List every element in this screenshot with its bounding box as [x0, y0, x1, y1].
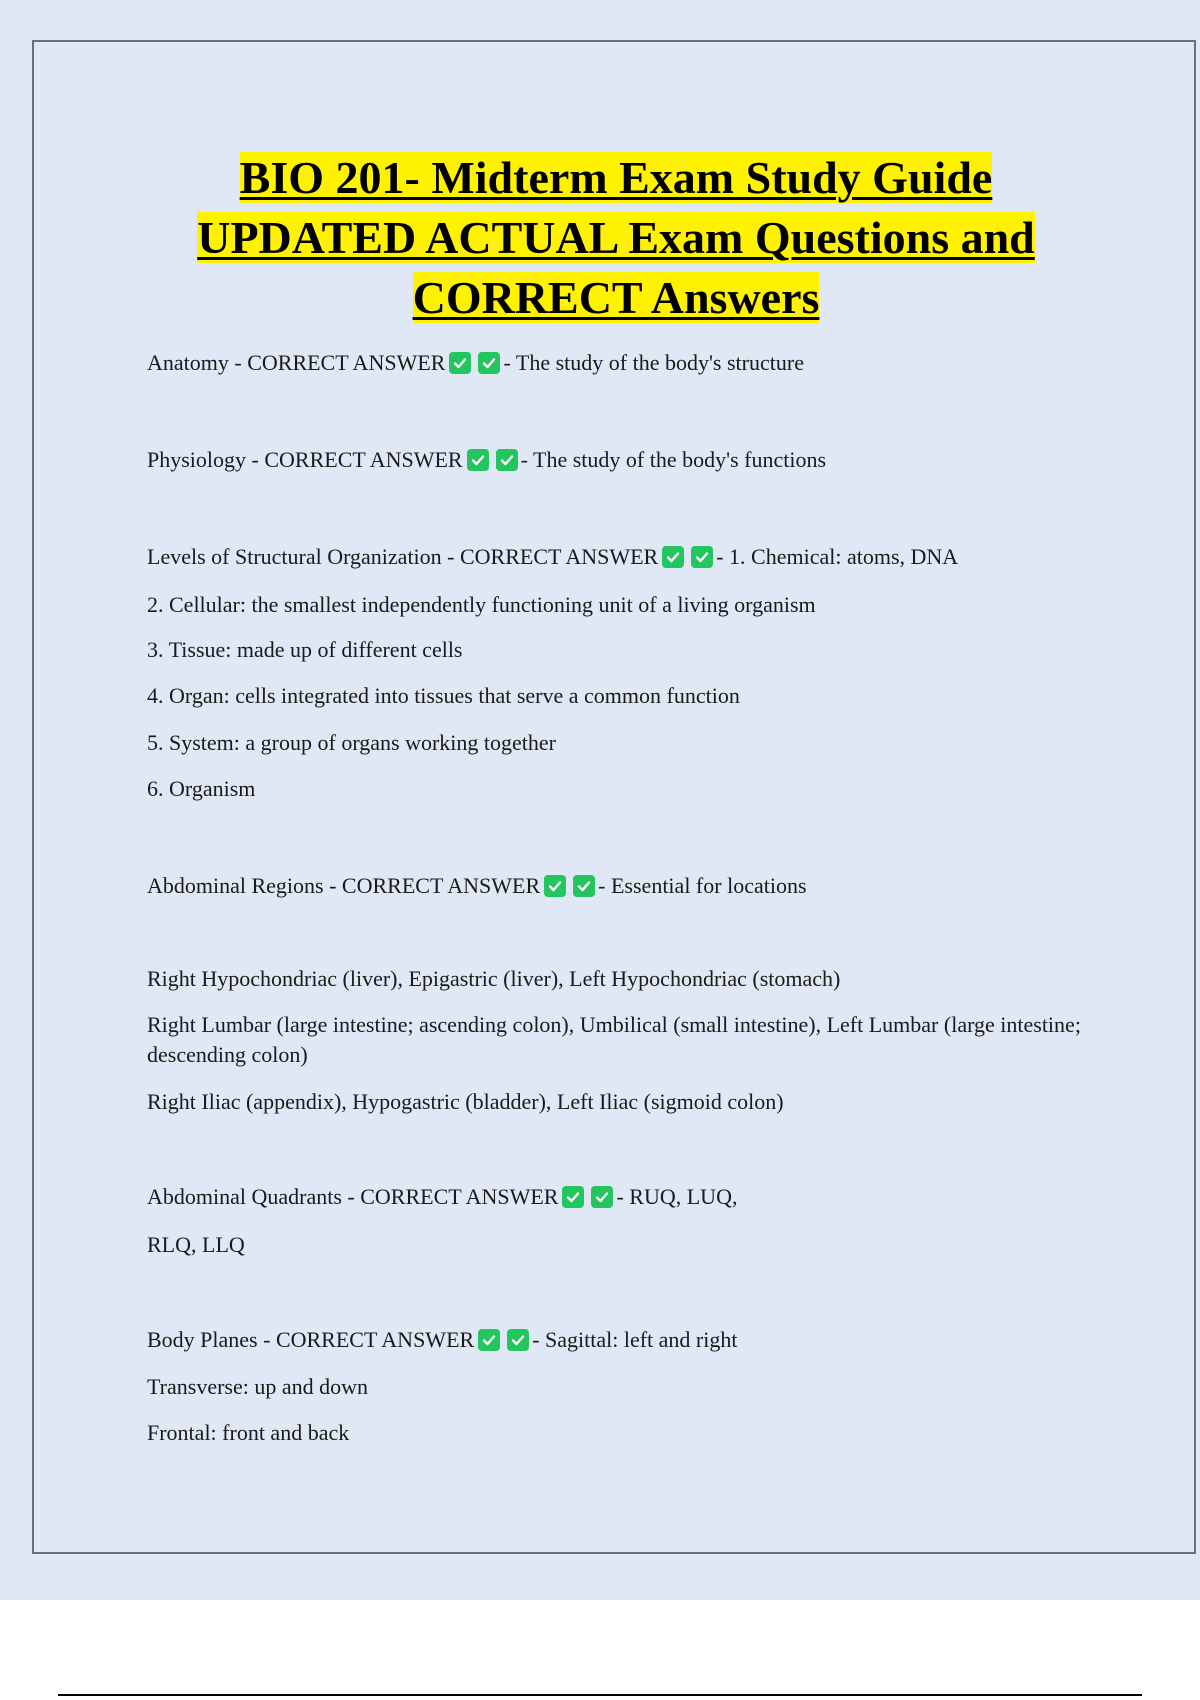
levels-line-2: 2. Cellular: the smallest independently functioning unit of a living organism	[147, 592, 816, 617]
check-box-icon	[449, 352, 471, 374]
document-title	[34, 148, 1198, 328]
check-box-icon	[562, 1186, 584, 1208]
check-box-icon	[691, 546, 713, 568]
quadrants-line-2: RLQ, LLQ	[147, 1232, 245, 1257]
regions-line-3: Right Iliac (appendix), Hypogastric (bladder), Left Iliac (sigmoid colon)	[147, 1089, 784, 1114]
levels-line-6: 6. Organism	[147, 776, 256, 801]
entry-definition: - Sagittal: left and right	[532, 1327, 738, 1352]
check-box-icon	[591, 1186, 613, 1208]
entry-levels	[147, 543, 958, 571]
check-box-icon	[467, 449, 489, 471]
document-page	[32, 40, 1196, 1554]
entry-anatomy	[147, 349, 804, 377]
levels-line-3: 3. Tissue: made up of different cells	[147, 637, 463, 662]
entry-term: Body Planes - CORRECT ANSWER	[147, 1327, 475, 1352]
regions-line-1: Right Hypochondriac (liver), Epigastric (liver), Left Hypochondriac (stomach)	[147, 966, 841, 991]
entry-term: Physiology - CORRECT ANSWER	[147, 447, 463, 472]
title-line-2: UPDATED ACTUAL Exam Questions and	[197, 212, 1035, 263]
entry-term: Abdominal Quadrants - CORRECT ANSWER	[147, 1184, 559, 1209]
check-box-icon	[662, 546, 684, 568]
entry-definition: - The study of the body's functions	[520, 447, 827, 472]
entry-definition: - The study of the body's structure	[503, 350, 804, 375]
entry-term: Anatomy - CORRECT ANSWER	[147, 350, 446, 375]
check-box-icon	[496, 449, 518, 471]
entry-planes	[147, 1326, 737, 1354]
levels-line-4: 4. Organ: cells integrated into tissues that serve a common function	[147, 683, 740, 708]
entry-term: Levels of Structural Organization - CORRECT ANSWER	[147, 544, 659, 569]
check-box-icon	[507, 1329, 529, 1351]
planes-line-3: Frontal: front and back	[147, 1420, 350, 1445]
entry-regions	[147, 872, 807, 900]
levels-line-5: 5. System: a group of organs working together	[147, 730, 556, 755]
planes-line-2: Transverse: up and down	[147, 1374, 368, 1399]
regions-line-2: Right Lumbar (large intestine; ascending colon), Umbilical (small intestine), Left Lumbar (large intestine; descending colon)	[147, 1012, 1081, 1067]
check-box-icon	[478, 1329, 500, 1351]
check-box-icon	[573, 875, 595, 897]
check-box-icon	[544, 875, 566, 897]
title-line-1: BIO 201- Midterm Exam Study Guide	[239, 152, 993, 203]
entry-definition: - Essential for locations	[598, 873, 807, 898]
entry-physiology	[147, 446, 826, 474]
title-line-3: CORRECT Answers	[412, 272, 820, 323]
entry-definition: - 1. Chemical: atoms, DNA	[716, 544, 959, 569]
entry-term: Abdominal Regions - CORRECT ANSWER	[147, 873, 541, 898]
entry-quadrants	[147, 1183, 737, 1211]
check-box-icon	[478, 352, 500, 374]
bottom-rule	[58, 1694, 1142, 1696]
entry-definition: - RUQ, LUQ,	[616, 1184, 738, 1209]
